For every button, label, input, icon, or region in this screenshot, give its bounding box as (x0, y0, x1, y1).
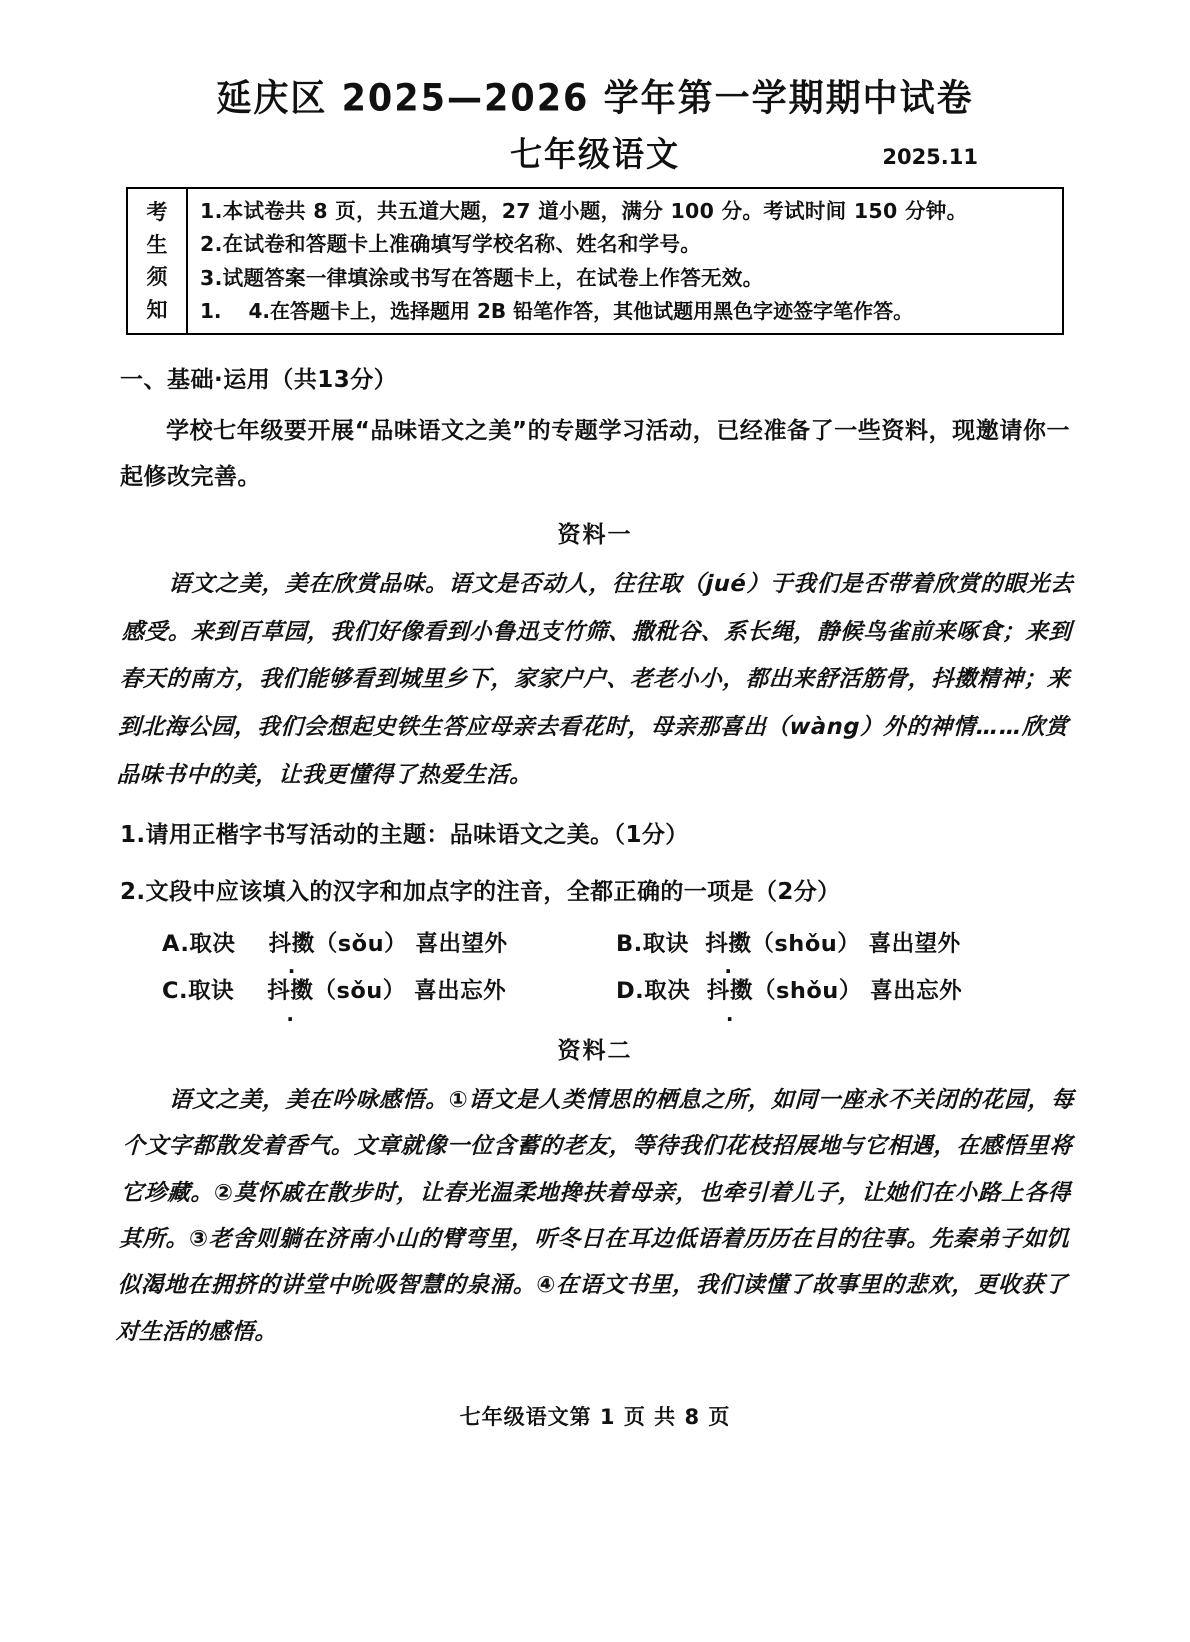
notice-item: 1. 4.在答题卡上，选择题用 2B 铅笔作答，其他试题用黑色字迹签字笔作答。 (200, 298, 914, 323)
option-a-pinyin: （sǒu） (314, 931, 408, 958)
material-two-passage: 语文之美，美在吟咏感悟。①语文是人类情思的栖息之所，如同一座永不关闭的花园，每个文字都散发着香气。文章就像一位含蓄的老友，等待我们花枝招展地与它相遇，在感悟里将它珍藏。②莫怀戚在散步时，让春光温柔地搀扶着母亲，也牵引着儿子，让她们在小路上各得其所。③老舍则躺在济南小山的臂弯里，听冬日在耳边低语着历历在目的往事。先秦弟子如饥似渴地在拥挤的讲堂中吮吸智慧的泉涌。④在语文书里，我们读懂了故事里的悲欢，更收获了对生活的感悟。 (115, 1086, 1075, 1345)
option-b[interactable] (616, 921, 1070, 968)
option-d[interactable] (616, 968, 1070, 1015)
option-d-pinyin: （shǒu） (752, 978, 862, 1005)
option-d-idiom: 喜出忘外 (870, 978, 963, 1005)
option-d-dotted-word: 抖擞 (706, 978, 753, 1005)
notice-item: 2.在试卷和答题卡上准确填写学校名称、姓名和学号。 (200, 232, 702, 257)
option-row (120, 921, 1070, 968)
subject-title: 七年级语文 (509, 134, 680, 175)
option-c-letter: C. (162, 978, 189, 1005)
option-c-dotted-word: 抖擞 (267, 978, 314, 1005)
notice-label-char: 考 (146, 200, 168, 225)
candidate-notice-box (126, 187, 1064, 335)
question-2: 2.文段中应该填入的汉字和加点字的注音，全都正确的一项是（2分） (120, 879, 841, 906)
option-c-idiom: 喜出忘外 (414, 978, 507, 1005)
option-b-idiom: 喜出望外 (868, 931, 961, 958)
question-1: 1.请用正楷字书写活动的主题：品味语文之美。（1分） (120, 821, 689, 848)
page-footer: 七年级语文第 1 页 共 8 页 (459, 1404, 731, 1429)
material-two-heading: 资料二 (557, 1037, 633, 1064)
option-a-word: 取决 (189, 931, 236, 958)
section-heading-one: 一、基础·运用（共13分） (120, 367, 398, 394)
option-c-pinyin: （sǒu） (313, 978, 406, 1005)
section-intro-paragraph: 学校七年级要开展“品味语文之美”的专题学习活动，已经准备了一些资料，现邀请你一起修改完善。 (120, 418, 1070, 491)
option-a-letter: A. (162, 931, 190, 958)
option-b-word: 取诀 (642, 931, 689, 958)
option-c-word: 取诀 (188, 978, 235, 1005)
notice-item: 1.本试卷共 8 页，共五道大题，27 道小题，满分 100 分。考试时间 150 分钟。 (200, 199, 968, 224)
option-b-letter: B. (616, 931, 643, 958)
option-d-word: 取决 (644, 978, 691, 1005)
question-2-options (120, 921, 1070, 1016)
notice-label-char: 知 (146, 297, 168, 322)
option-d-letter: D. (616, 978, 645, 1005)
material-one-passage: 语文之美，美在欣赏品味。语文是否动人，往往取（jué）于我们是否带着欣赏的眼光去感受。来到百草园，我们好像看到小鲁迅支竹筛、撒秕谷、系长绳，静候鸟雀前来啄食；来到春天的南方，我们能够看到城里乡下，家家户户、老老小小，都出来舒活筋骨，抖擞精神；来到北海公园，我们会想起史铁生答应母亲去看花时，母亲那喜出（wàng）外的神情……欣赏品味书中的美，让我更懂得了热爱生活。 (116, 571, 1074, 788)
notice-label-char: 须 (146, 265, 168, 290)
option-b-dotted-word: 抖擞 (705, 931, 752, 958)
option-a-idiom: 喜出望外 (415, 931, 508, 958)
option-a[interactable] (162, 921, 616, 968)
material-one-heading: 资料一 (557, 522, 633, 549)
notice-label (128, 189, 188, 333)
option-row (120, 968, 1070, 1015)
page-title: 延庆区 2025—2026 学年第一学期期中试卷 (216, 77, 974, 121)
subtitle-row (120, 129, 1070, 175)
option-b-pinyin: （shǒu） (751, 931, 861, 958)
option-c[interactable] (162, 968, 616, 1015)
option-a-dotted-word: 抖擞 (268, 931, 315, 958)
exam-date: 2025.11 (882, 145, 978, 170)
notice-item-list (188, 189, 1062, 333)
notice-label-char: 生 (146, 232, 168, 257)
notice-item: 3.试题答案一律填涂或书写在答题卡上，在试卷上作答无效。 (200, 265, 764, 290)
